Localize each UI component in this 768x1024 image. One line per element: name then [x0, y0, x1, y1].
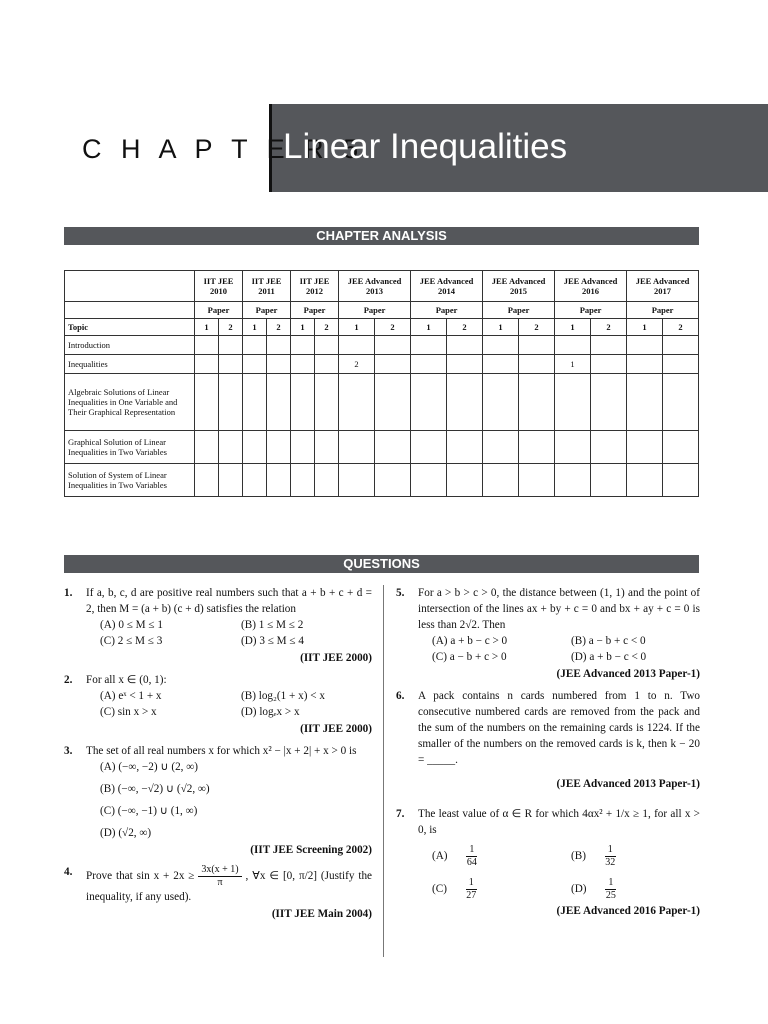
count-cell: [375, 374, 411, 431]
paper-number: 2: [519, 319, 555, 336]
paper-header: Paper: [243, 302, 291, 319]
count-cell: [663, 336, 699, 355]
count-cell: [483, 431, 519, 464]
fraction: [198, 864, 241, 889]
count-cell: [411, 464, 447, 497]
count-cell: [591, 336, 627, 355]
count-cell: [447, 336, 483, 355]
count-cell: [219, 355, 243, 374]
fraction: [466, 844, 477, 869]
fraction: [605, 877, 616, 902]
fraction: [466, 877, 477, 902]
questions-right-column: [396, 585, 700, 925]
chapter-analysis-table: [64, 270, 699, 497]
count-cell: [411, 355, 447, 374]
count-cell: [243, 336, 267, 355]
question-source: (JEE Advanced 2013 Paper-1): [556, 778, 700, 790]
paper-number: 1: [291, 319, 315, 336]
exam-header: IIT JEE 2012: [291, 271, 339, 302]
count-cell: [195, 464, 219, 497]
table-row: [65, 431, 699, 464]
table-row: [65, 374, 699, 431]
count-cell: [315, 431, 339, 464]
paper-number: 2: [219, 319, 243, 336]
count-cell: [291, 464, 315, 497]
count-cell: [375, 355, 411, 374]
table-row: [65, 464, 699, 497]
chapter-analysis-heading: CHAPTER ANALYSIS: [64, 227, 699, 245]
count-cell: [411, 431, 447, 464]
count-cell: [519, 464, 555, 497]
count-cell: [519, 374, 555, 431]
chapter-label: C H A P T E R 5: [82, 134, 365, 164]
paper-header: Paper: [555, 302, 627, 319]
paper-header: Paper: [627, 302, 699, 319]
exam-header: JEE Advanced 2015: [483, 271, 555, 302]
exam-header: JEE Advanced 2017: [627, 271, 699, 302]
count-cell: [555, 431, 591, 464]
question-text: The least value of α ∈ R for which 4αx² + 1/x ≥ 1, for all x > 0, is: [418, 808, 700, 836]
fraction-denominator: 64: [466, 857, 477, 868]
count-cell: [291, 355, 315, 374]
option-c: (C) a − b + c > 0: [432, 651, 507, 663]
count-cell: [663, 431, 699, 464]
question-text: For all x ∈ (0, 1):: [86, 674, 167, 686]
paper-number: 2: [591, 319, 627, 336]
table-row: [65, 336, 699, 355]
count-cell: [291, 336, 315, 355]
option-c: (C) 2 ≤ M ≤ 3: [100, 635, 163, 647]
fraction-numerator: 1: [466, 877, 477, 890]
fraction-numerator: 1: [605, 844, 616, 857]
count-cell: [447, 355, 483, 374]
fraction-denominator: 27: [466, 890, 477, 901]
count-cell: [315, 336, 339, 355]
paper-number: 2: [447, 319, 483, 336]
count-cell: [411, 336, 447, 355]
count-cell: 1: [555, 355, 591, 374]
count-cell: [315, 374, 339, 431]
count-cell: [519, 336, 555, 355]
paper-blank-cell: [65, 302, 195, 319]
question-number: 7.: [396, 808, 405, 820]
question-text: For a > b > c > 0, the distance between (1, 1) and the point of intersection of the lines ax + by + c = 0 and bx + ay + c = 0 is less than 2√2. Then: [418, 587, 700, 631]
count-cell: [591, 464, 627, 497]
count-cell: [339, 431, 375, 464]
question-number: 5.: [396, 587, 405, 599]
paper-number: 2: [663, 319, 699, 336]
paper-number: 2: [315, 319, 339, 336]
count-cell: [627, 464, 663, 497]
paper-number: 1: [243, 319, 267, 336]
count-cell: [663, 374, 699, 431]
topic-cell: Solution of System of Linear Inequalities in Two Variables: [65, 464, 195, 497]
count-cell: [195, 374, 219, 431]
topic-cell: Introduction: [65, 336, 195, 355]
exam-header: IIT JEE 2011: [243, 271, 291, 302]
count-cell: [243, 355, 267, 374]
topic-header: Topic: [65, 319, 195, 336]
question-text: A pack contains n cards numbered from 1 to n. Two consecutive numbered cards are removed from the pack and the sum of the numbers on the remaining cards is 1224. If the smaller of the numbers on the removed cards is k, then k − 20 = _____.: [418, 690, 700, 766]
paper-number: 1: [555, 319, 591, 336]
question-3: [64, 743, 372, 858]
count-cell: [483, 464, 519, 497]
count-cell: [627, 374, 663, 431]
count-cell: [339, 374, 375, 431]
fraction-denominator: 25: [605, 890, 616, 901]
option-d: (D) (√2, ∞): [100, 827, 152, 839]
topic-cell: Inequalities: [65, 355, 195, 374]
paper-number: 1: [627, 319, 663, 336]
topic-cell: Algebraic Solutions of Linear Inequalities in One Variable and Their Graphical Representation: [65, 374, 195, 431]
exam-header: JEE Advanced 2013: [339, 271, 411, 302]
question-number: 4.: [64, 866, 73, 878]
column-divider: [383, 585, 384, 957]
option-a: [432, 844, 561, 869]
count-cell: [591, 431, 627, 464]
count-cell: [627, 336, 663, 355]
count-cell: [555, 336, 591, 355]
count-cell: [447, 431, 483, 464]
question-number: 1.: [64, 587, 73, 599]
count-cell: [267, 464, 291, 497]
question-5: [396, 585, 700, 682]
table-row: [65, 355, 699, 374]
option-b: (B) 1 ≤ M ≤ 2: [241, 619, 304, 631]
exam-header: JEE Advanced 2016: [555, 271, 627, 302]
question-number: 2.: [64, 674, 73, 686]
question-source: (IIT JEE Main 2004): [271, 908, 372, 920]
fraction-denominator: 32: [605, 857, 616, 868]
count-cell: [663, 355, 699, 374]
count-cell: [267, 336, 291, 355]
count-cell: [195, 336, 219, 355]
question-text: If a, b, c, d are positive real numbers such that a + b + c + d = 2, then M = (a + b) (c + d) satisfies the relation: [86, 587, 372, 615]
option-c: [432, 877, 561, 902]
count-cell: [447, 464, 483, 497]
option-c: (C) sin x > x: [100, 706, 157, 718]
option-a: (A) a + b − c > 0: [432, 635, 508, 647]
option-a: (A) (−∞, −2) ∪ (2, ∞): [100, 761, 198, 773]
count-cell: [555, 374, 591, 431]
option-d: [571, 877, 700, 902]
count-cell: [627, 431, 663, 464]
question-source: (JEE Advanced 2016 Paper-1): [556, 905, 700, 917]
question-4: [64, 864, 372, 922]
option-a: (A) eˣ < 1 + x: [100, 690, 162, 702]
question-source: (IIT JEE 2000): [300, 652, 372, 664]
question-number: 6.: [396, 690, 405, 702]
option-label: (A): [432, 850, 448, 863]
option-b: (B) a − b + c < 0: [571, 635, 646, 647]
count-cell: [555, 464, 591, 497]
fraction-numerator: 1: [466, 844, 477, 857]
count-cell: [591, 355, 627, 374]
count-cell: [483, 355, 519, 374]
question-7: [396, 806, 700, 919]
option-b: [571, 844, 700, 869]
count-cell: [447, 374, 483, 431]
paper-header: Paper: [411, 302, 483, 319]
fraction-numerator: 1: [605, 877, 616, 890]
count-cell: [627, 355, 663, 374]
count-cell: [339, 464, 375, 497]
count-cell: [243, 431, 267, 464]
questions-left-column: [64, 585, 372, 928]
count-cell: [375, 336, 411, 355]
count-cell: [291, 431, 315, 464]
count-cell: [219, 336, 243, 355]
count-cell: [267, 431, 291, 464]
count-cell: [291, 374, 315, 431]
paper-number: 2: [267, 319, 291, 336]
count-cell: [591, 374, 627, 431]
questions-heading: QUESTIONS: [64, 555, 699, 573]
fraction: [605, 844, 616, 869]
paper-header: Paper: [483, 302, 555, 319]
count-cell: [375, 464, 411, 497]
count-cell: [519, 355, 555, 374]
option-label: (C): [432, 883, 447, 896]
question-6: [396, 688, 700, 792]
fraction-numerator: 3x(x + 1): [198, 864, 241, 877]
fraction-denominator: π: [217, 877, 223, 888]
exam-header: JEE Advanced 2014: [411, 271, 483, 302]
exam-header: IIT JEE 2010: [195, 271, 243, 302]
paper-number: 1: [411, 319, 447, 336]
option-b: (B) (−∞, −√2) ∪ (√2, ∞): [100, 783, 210, 795]
count-cell: [219, 431, 243, 464]
count-cell: [315, 355, 339, 374]
paper-number: 1: [339, 319, 375, 336]
paper-number: 1: [483, 319, 519, 336]
count-cell: [339, 336, 375, 355]
option-b: (B) log₂(1 + x) < x: [241, 690, 325, 702]
question-1: [64, 585, 372, 666]
count-cell: [243, 374, 267, 431]
count-cell: [195, 355, 219, 374]
count-cell: [267, 374, 291, 431]
paper-number: 1: [195, 319, 219, 336]
question-source: (IIT JEE Screening 2002): [250, 844, 372, 856]
count-cell: 2: [339, 355, 375, 374]
topic-cell: Graphical Solution of Linear Inequalities in Two Variables: [65, 431, 195, 464]
paper-header: Paper: [339, 302, 411, 319]
count-cell: [411, 374, 447, 431]
chapter-title: Linear Inequalities: [283, 127, 568, 166]
count-cell: [375, 431, 411, 464]
count-cell: [219, 374, 243, 431]
question-source: (JEE Advanced 2013 Paper-1): [556, 668, 700, 680]
paper-number: 2: [375, 319, 411, 336]
question-text: Prove that sin x + 2x ≥: [86, 870, 195, 883]
paper-header: Paper: [195, 302, 243, 319]
question-text-continued: , ∀x ∈ [0, π/2] (Justify the inequality, if any used).: [86, 870, 373, 903]
count-cell: [663, 464, 699, 497]
question-2: [64, 672, 372, 737]
question-text: The set of all real numbers x for which x² − |x + 2| + x > 0 is: [86, 745, 357, 757]
option-a: (A) 0 ≤ M ≤ 1: [100, 619, 163, 631]
count-cell: [267, 355, 291, 374]
option-d: (D) a + b − c < 0: [571, 651, 647, 663]
count-cell: [195, 431, 219, 464]
count-cell: [483, 336, 519, 355]
header-blank-cell: [65, 271, 195, 302]
count-cell: [519, 431, 555, 464]
paper-header: Paper: [291, 302, 339, 319]
option-c: (C) (−∞, −1) ∪ (1, ∞): [100, 805, 198, 817]
question-source: (IIT JEE 2000): [300, 723, 372, 735]
option-d: (D) 3 ≤ M ≤ 4: [241, 635, 304, 647]
count-cell: [243, 464, 267, 497]
question-number: 3.: [64, 745, 73, 757]
option-d: (D) logₑx > x: [241, 706, 300, 718]
count-cell: [315, 464, 339, 497]
option-label: (B): [571, 850, 586, 863]
count-cell: [219, 464, 243, 497]
count-cell: [483, 374, 519, 431]
option-label: (D): [571, 883, 587, 896]
